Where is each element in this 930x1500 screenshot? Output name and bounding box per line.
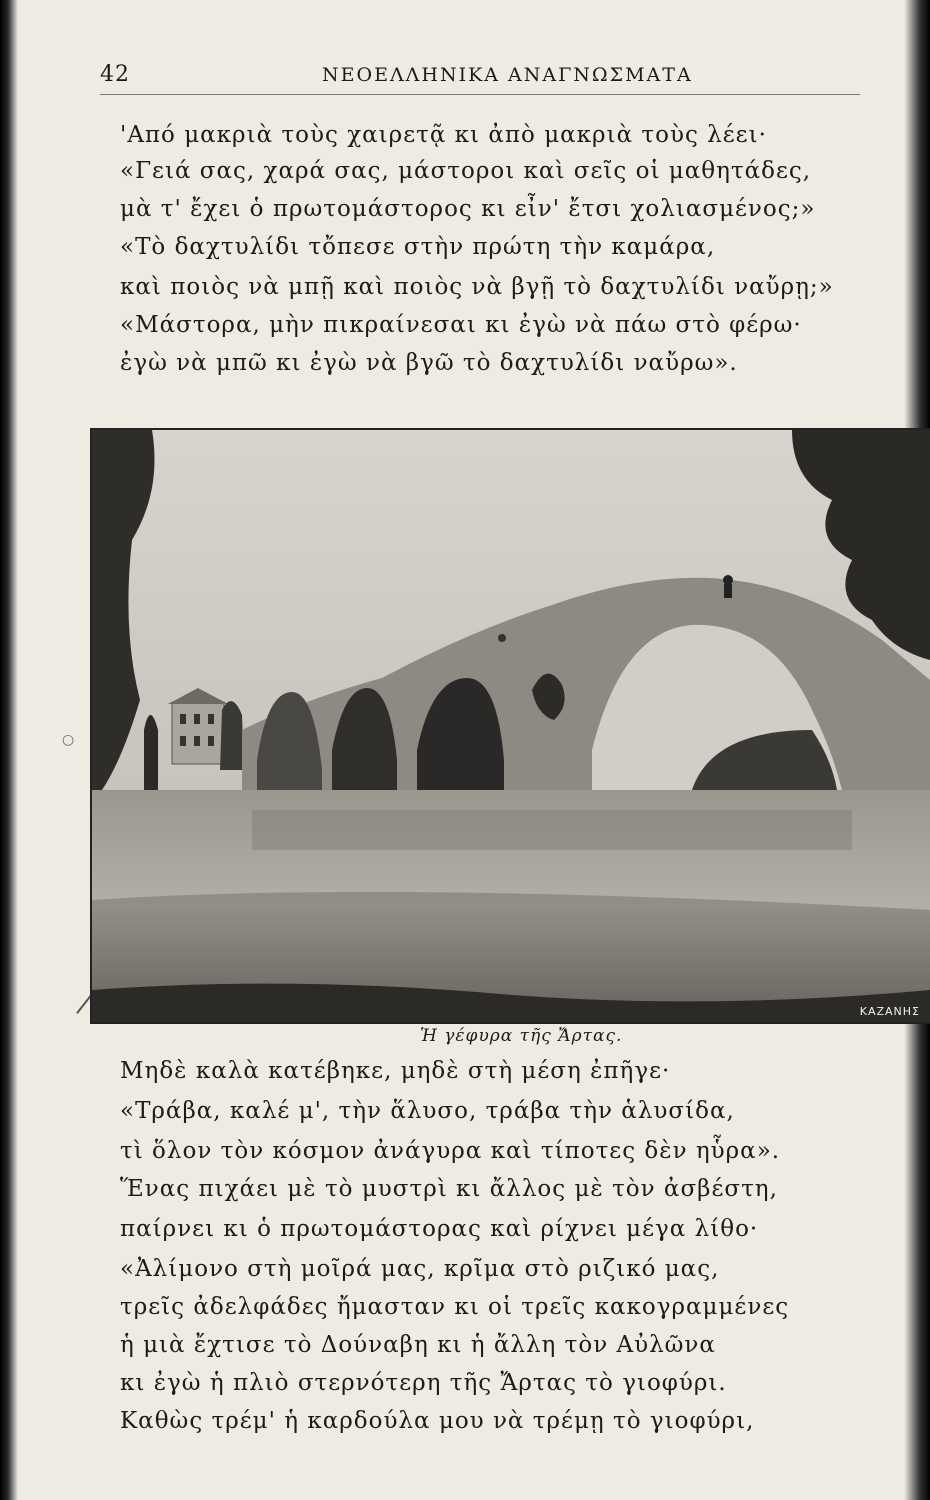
verse-line: «Ἀλίμονο στὴ μοῖρά μας, κρῖμα στὸ ριζικό μας, <box>120 1256 720 1282</box>
photo-signature: ΚΑΖΑΝΗΣ <box>859 1005 920 1018</box>
cypress-tree <box>144 715 158 790</box>
bridge-reflection <box>252 810 852 850</box>
page-number: 42 <box>100 62 130 87</box>
bush <box>220 701 244 770</box>
figure-on-bridge <box>498 634 506 642</box>
verse-line: «Τὸ δαχτυλίδι τὄπεσε στὴν πρώτη τὴν καμάρα, <box>120 234 716 260</box>
verse-line: Ἕνας πιχάει μὲ τὸ μυστρὶ κι ἄλλος μὲ τὸν ἀσβέστη, <box>120 1176 778 1202</box>
header-rule <box>100 94 860 95</box>
photo-caption: Ἡ γέφυρα τῆς Ἄρτας. <box>420 1026 623 1046</box>
verse-line: «Γειά σας, χαρά σας, μάστοροι καὶ σεῖς οἱ μαθητάδες, <box>120 158 812 184</box>
verse-line: «Μάστορα, μὴν πικραίνεσαι κι ἐγὼ νὰ πάω στὸ φέρω· <box>120 312 802 338</box>
verse-line: τὶ ὅλον τὸν κόσμον ἀνάγυρα καὶ τίποτες δὲν ηὗρα». <box>120 1138 781 1164</box>
verse-line: κι ἐγὼ ἡ πλιὸ στερνότερη τῆς Ἄρτας τὸ γιοφύρι. <box>120 1370 727 1396</box>
verse-line: καὶ ποιὸς νὰ μπῇ καὶ ποιὸς νὰ βγῇ τὸ δαχτυλίδι ναὔρῃ;» <box>120 274 834 300</box>
house <box>168 688 228 764</box>
figure-on-bridge <box>723 575 733 585</box>
verse-line: μὰ τ' ἔχει ὁ πρωτομάστορος κι εἶν' ἔτσι χολιασμένος;» <box>120 196 816 222</box>
verse-line: «Τράβα, καλέ μ', τὴν ἅλυσο, τράβα τὴν ἁλυσίδα, <box>120 1098 735 1124</box>
bridge-photograph <box>90 428 930 1024</box>
verse-line: παίρνει κι ὁ πρωτομάστορας καὶ ρίχνει μέγα λίθο· <box>120 1216 759 1242</box>
page-left-edge <box>0 0 18 1500</box>
verse-line: 'Από μακριὰ τοὺς χαιρετᾷ κι ἀπὸ μακριὰ τοὺς λέει· <box>120 122 767 148</box>
verse-line: ἐγὼ νὰ μπῶ κι ἐγὼ νὰ βγῶ τὸ δαχτυλίδι ναὔρω». <box>120 350 738 376</box>
running-title: ΝΕΟΕΛΛΗΝΙΚΑ ΑΝΑΓΝΩΣΜΑΤΑ <box>322 64 693 86</box>
margin-mark: ○ <box>62 732 75 748</box>
bridge-illustration <box>92 430 930 1022</box>
figure-body <box>724 584 732 598</box>
verse-line: Καθὼς τρέμ' ἡ καρδούλα μου νὰ τρέμῃ τὸ γιοφύρι, <box>120 1408 755 1434</box>
verse-line: ἡ μιὰ ἔχτισε τὸ Δούναβη κι ἡ ἄλλη τὸν Αὐλῶνα <box>120 1332 716 1358</box>
verse-line: Μηδὲ καλὰ κατέβηκε, μηδὲ στὴ μέση ἐπῆγε· <box>120 1058 671 1084</box>
page-header <box>100 62 840 90</box>
verse-line: τρεῖς ἀδελφάδες ἤμασταν κι οἱ τρεῖς κακογραμμένες <box>120 1294 790 1320</box>
